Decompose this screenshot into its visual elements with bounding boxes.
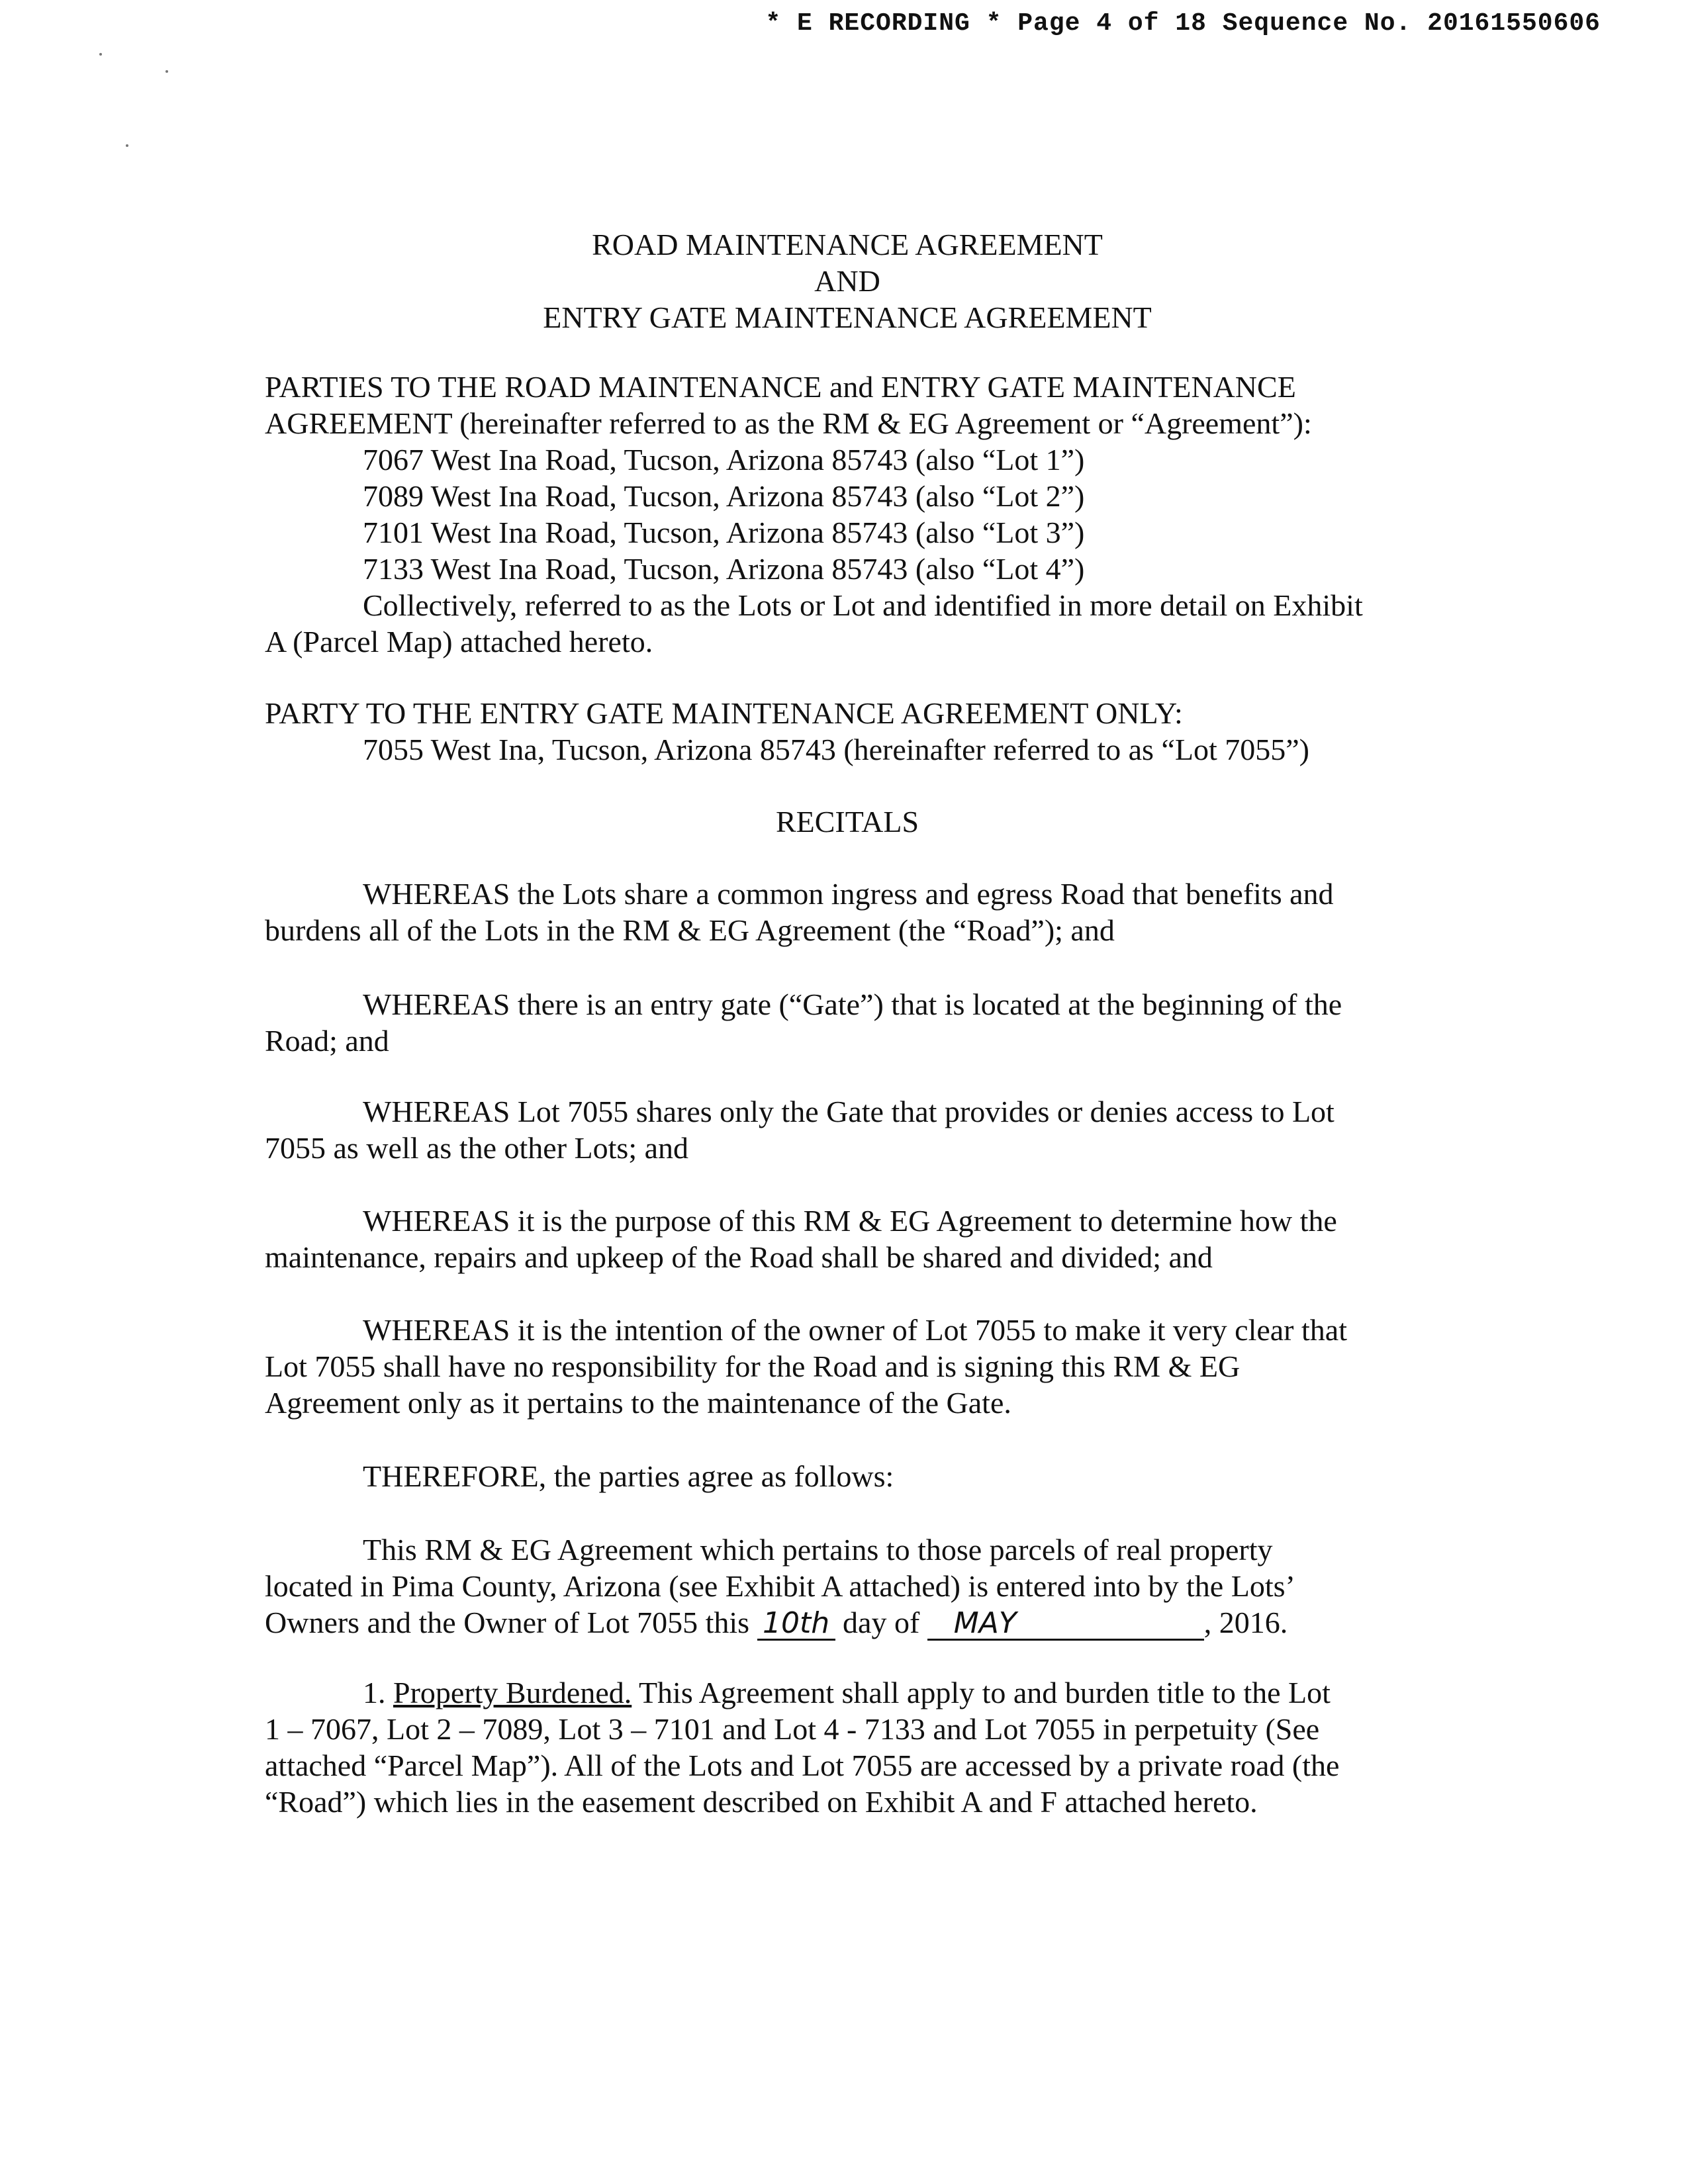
whereas-3-line-2: 7055 as well as the other Lots; and (265, 1131, 689, 1165)
section-1-title: Property Burdened. (393, 1676, 632, 1709)
scan-speck (99, 53, 102, 56)
recitals-heading: RECITALS (775, 805, 919, 839)
whereas-5-line-3: Agreement only as it pertains to the maintenance of the Gate. (265, 1386, 1011, 1420)
handwritten-month: MAY (927, 1608, 1204, 1641)
whereas-1-line-1: WHEREAS the Lots share a common ingress and egress Road that benefits and (363, 877, 1334, 911)
whereas-paragraph-4 (265, 1203, 1430, 1275)
entered-line-1: This RM & EG Agreement which pertains to those parcels of real property (363, 1533, 1273, 1567)
whereas-4-line-2: maintenance, repairs and upkeep of the Road shall be shared and divided; and (265, 1240, 1213, 1274)
handwritten-day: 10th (757, 1608, 835, 1641)
section-1-line-4: “Road”) which lies in the easement described on Exhibit A and F attached hereto. (265, 1785, 1258, 1819)
year-text: , 2016. (1203, 1606, 1288, 1639)
section-1-line-2: 1 – 7067, Lot 2 – 7089, Lot 3 – 7101 and Lot 4 - 7133 and Lot 7055 in perpetuity (See (265, 1712, 1320, 1746)
whereas-1-line-2: burdens all of the Lots in the RM & EG Agreement (the “Road”); and (265, 913, 1115, 947)
whereas-paragraph-1 (265, 876, 1430, 948)
day-of-text: day of (843, 1606, 920, 1639)
whereas-paragraph-5 (265, 1312, 1430, 1421)
whereas-paragraph-2 (265, 986, 1430, 1059)
whereas-4-line-1: WHEREAS it is the purpose of this RM & EG Agreement to determine how the (363, 1204, 1337, 1238)
collective-line-1: Collectively, referred to as the Lots or Lot and identified in more detail on Exhibit (363, 588, 1363, 622)
title-line-1: ROAD MAINTENANCE AGREEMENT (592, 228, 1103, 261)
therefore-line: THEREFORE, the parties agree as follows: (363, 1459, 894, 1493)
scan-speck (126, 144, 128, 147)
title-line-2: AND (814, 264, 880, 298)
therefore-paragraph (265, 1458, 1430, 1494)
title-line-3: ENTRY GATE MAINTENANCE AGREEMENT (543, 300, 1152, 334)
parties-heading-line-1: PARTIES TO THE ROAD MAINTENANCE and ENTRY GATE MAINTENANCE (265, 370, 1296, 404)
collective-line-2: A (Parcel Map) attached hereto. (265, 625, 653, 659)
parties-section (265, 369, 1430, 660)
section-1-line-1 (265, 1674, 1430, 1711)
entered-line-3-prefix: Owners and the Owner of Lot 7055 this (265, 1606, 750, 1639)
section-1-property-burdened (265, 1674, 1430, 1820)
whereas-2-line-2: Road; and (265, 1024, 389, 1058)
section-1-line-1-rest: This Agreement shall apply to and burden title to the Lot (638, 1676, 1331, 1709)
scan-speck (165, 70, 168, 73)
whereas-5-line-1: WHEREAS it is the intention of the owner of Lot 7055 to make it very clear that (363, 1313, 1347, 1347)
lot-1-address: 7067 West Ina Road, Tucson, Arizona 85743 (also “Lot 1”) (363, 443, 1085, 477)
gate-party-heading: PARTY TO THE ENTRY GATE MAINTENANCE AGREEMENT ONLY: (265, 696, 1183, 730)
lot-4-address: 7133 West Ina Road, Tucson, Arizona 85743 (also “Lot 4”) (363, 552, 1085, 586)
lot-2-address: 7089 West Ina Road, Tucson, Arizona 85743 (also “Lot 2”) (363, 479, 1085, 513)
recording-header: * E RECORDING * Page 4 of 18 Sequence No. 20161550606 (765, 9, 1601, 38)
whereas-paragraph-3 (265, 1093, 1430, 1166)
whereas-3-line-1: WHEREAS Lot 7055 shares only the Gate that provides or denies access to Lot (363, 1095, 1335, 1128)
section-1-line-3: attached “Parcel Map”). All of the Lots and Lot 7055 are accessed by a private road (the (265, 1749, 1340, 1782)
entered-line-3 (265, 1604, 1430, 1641)
entered-paragraph (265, 1531, 1430, 1641)
section-1-number: 1. (363, 1676, 386, 1709)
whereas-2-line-1: WHEREAS there is an entry gate (“Gate”) that is located at the beginning of the (363, 987, 1342, 1021)
document-title (265, 226, 1430, 336)
recitals-heading-block (265, 803, 1430, 840)
whereas-5-line-2: Lot 7055 shall have no responsibility for the Road and is signing this RM & EG (265, 1349, 1241, 1383)
parties-heading-line-2: AGREEMENT (hereinafter referred to as the RM & EG Agreement or “Agreement”): (265, 406, 1312, 440)
lot-3-address: 7101 West Ina Road, Tucson, Arizona 85743 (also “Lot 3”) (363, 516, 1085, 549)
gate-party-section (265, 695, 1430, 768)
entered-line-2: located in Pima County, Arizona (see Exhibit A attached) is entered into by the Lots’ (265, 1569, 1295, 1603)
lot-7055-address: 7055 West Ina, Tucson, Arizona 85743 (hereinafter referred to as “Lot 7055”) (363, 733, 1309, 766)
